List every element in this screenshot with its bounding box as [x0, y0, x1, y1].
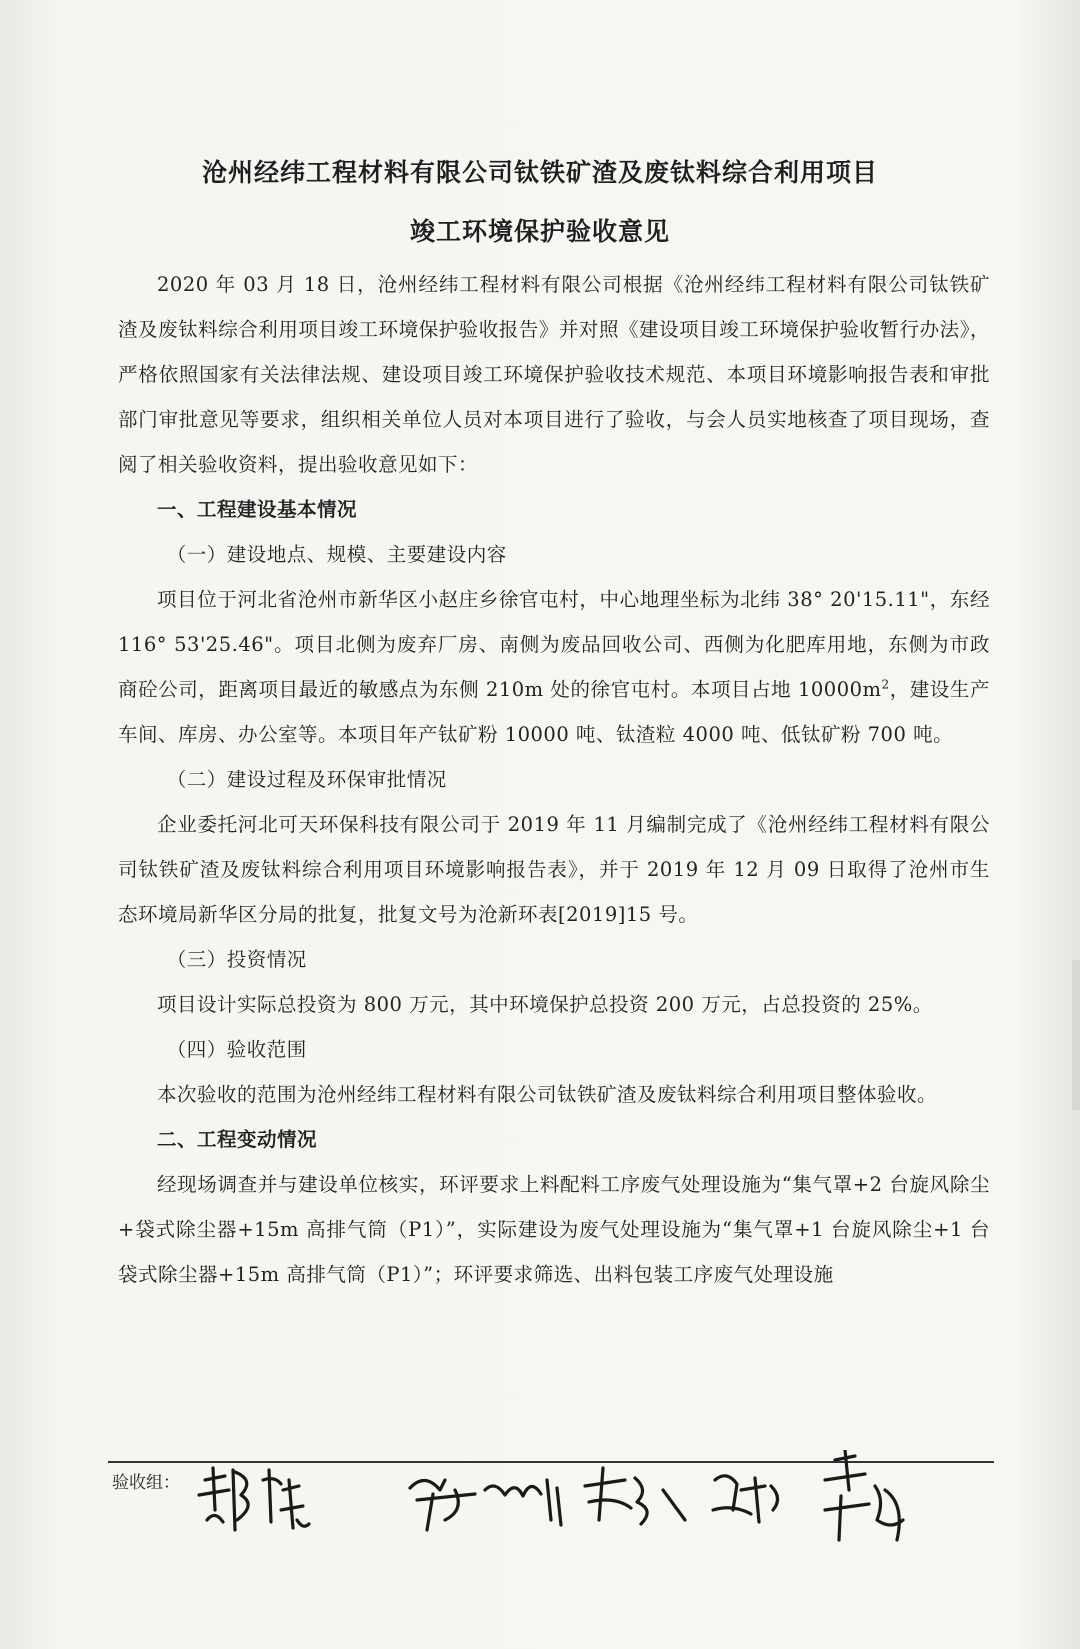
- section-1-heading: 一、工程建设基本情况: [157, 498, 358, 521]
- intro-paragraph: 2020 年 03 月 18 日，沧州经纬工程材料有限公司根据《沧州经纬工程材料有限公司钛铁矿渣及废钛料综合利用项目竣工环境保护验收报告》并对照《建设项目竣工环境保护验收暂行办法》，严格依照国家有关法律法规、建设项目竣工环境保护验收技术规范、本项目环境影响报告表和审批部门审批意见等要求，组织相关单位人员对本项目进行了验收，与会人员实地核查了项目现场，查阅了相关验收资料，提出验收意见如下：: [118, 273, 990, 476]
- subsection-3-paragraph: 项目设计实际总投资为 800 万元，其中环境保护总投资 200 万元，占总投资的 25%。: [157, 993, 933, 1016]
- subsection-4-heading: （四）验收范围: [166, 1038, 307, 1061]
- subsection-3-heading: （三）投资情况: [166, 948, 307, 971]
- document-title-line-1: 沧州经纬工程材料有限公司钛铁矿渣及废钛料综合利用项目: [201, 158, 878, 187]
- document-title-line-2: 竣工环境保护验收意见: [409, 217, 670, 246]
- subsection-1-paragraph: 项目位于河北省沧州市新华区小赵庄乡徐官屯村，中心地理坐标为北纬 38° 20'15.11"，东经 116° 53'25.46"。项目北侧为废弃厂房、南侧为废品回收公司、西侧为化肥库用地，东侧为市政商砼公司，距离项目最近的敏感点为东侧 210m 处的徐官屯村。本项目占地 $10000m^2$，建设生产车间、库房、办公室等。本项目年产钛矿粉 10000 吨、钛渣粒 4000 吨、低钛矿粉 700 吨。: [118, 588, 990, 746]
- section-2-heading: 二、工程变动情况: [157, 1128, 318, 1151]
- subsection-2-heading: （二）建设过程及环保审批情况: [166, 768, 447, 791]
- subsection-1-heading: （一）建设地点、规模、主要建设内容: [166, 543, 507, 566]
- page-edge-shadow: [1072, 960, 1080, 1110]
- section-2-paragraph: 经现场调查并与建设单位核实，环评要求上料配料工序废气处理设施为“集气罩+2 台旋风除尘+袋式除尘器+15m 高排气筒（P1）”，实际建设为废气处理设施为“集气罩+1 台旋风除尘+1 台袋式除尘器+15m 高排气筒（P1）”；环评要求筛选、出料包装工序废气处理设施: [118, 1173, 990, 1286]
- subsection-2-paragraph: 企业委托河北可天环保科技有限公司于 2019 年 11 月编制完成了《沧州经纬工程材料有限公司钛铁矿渣及废钛料综合利用项目环境影响报告表》，并于 2019 年 12 月 09 日取得了沧州市生态环境局新华区分局的批复，批复文号为沧新环表[2019]15 号。: [118, 813, 990, 926]
- area-superscript: 2: [881, 677, 890, 692]
- subsection-4-paragraph: 本次验收的范围为沧州经纬工程材料有限公司钛铁矿渣及废钛料综合利用项目整体验收。: [157, 1083, 938, 1106]
- acceptance-group-label: 验收组：: [112, 1473, 180, 1493]
- handwritten-signatures: [185, 1450, 965, 1570]
- document-body: [118, 262, 990, 1297]
